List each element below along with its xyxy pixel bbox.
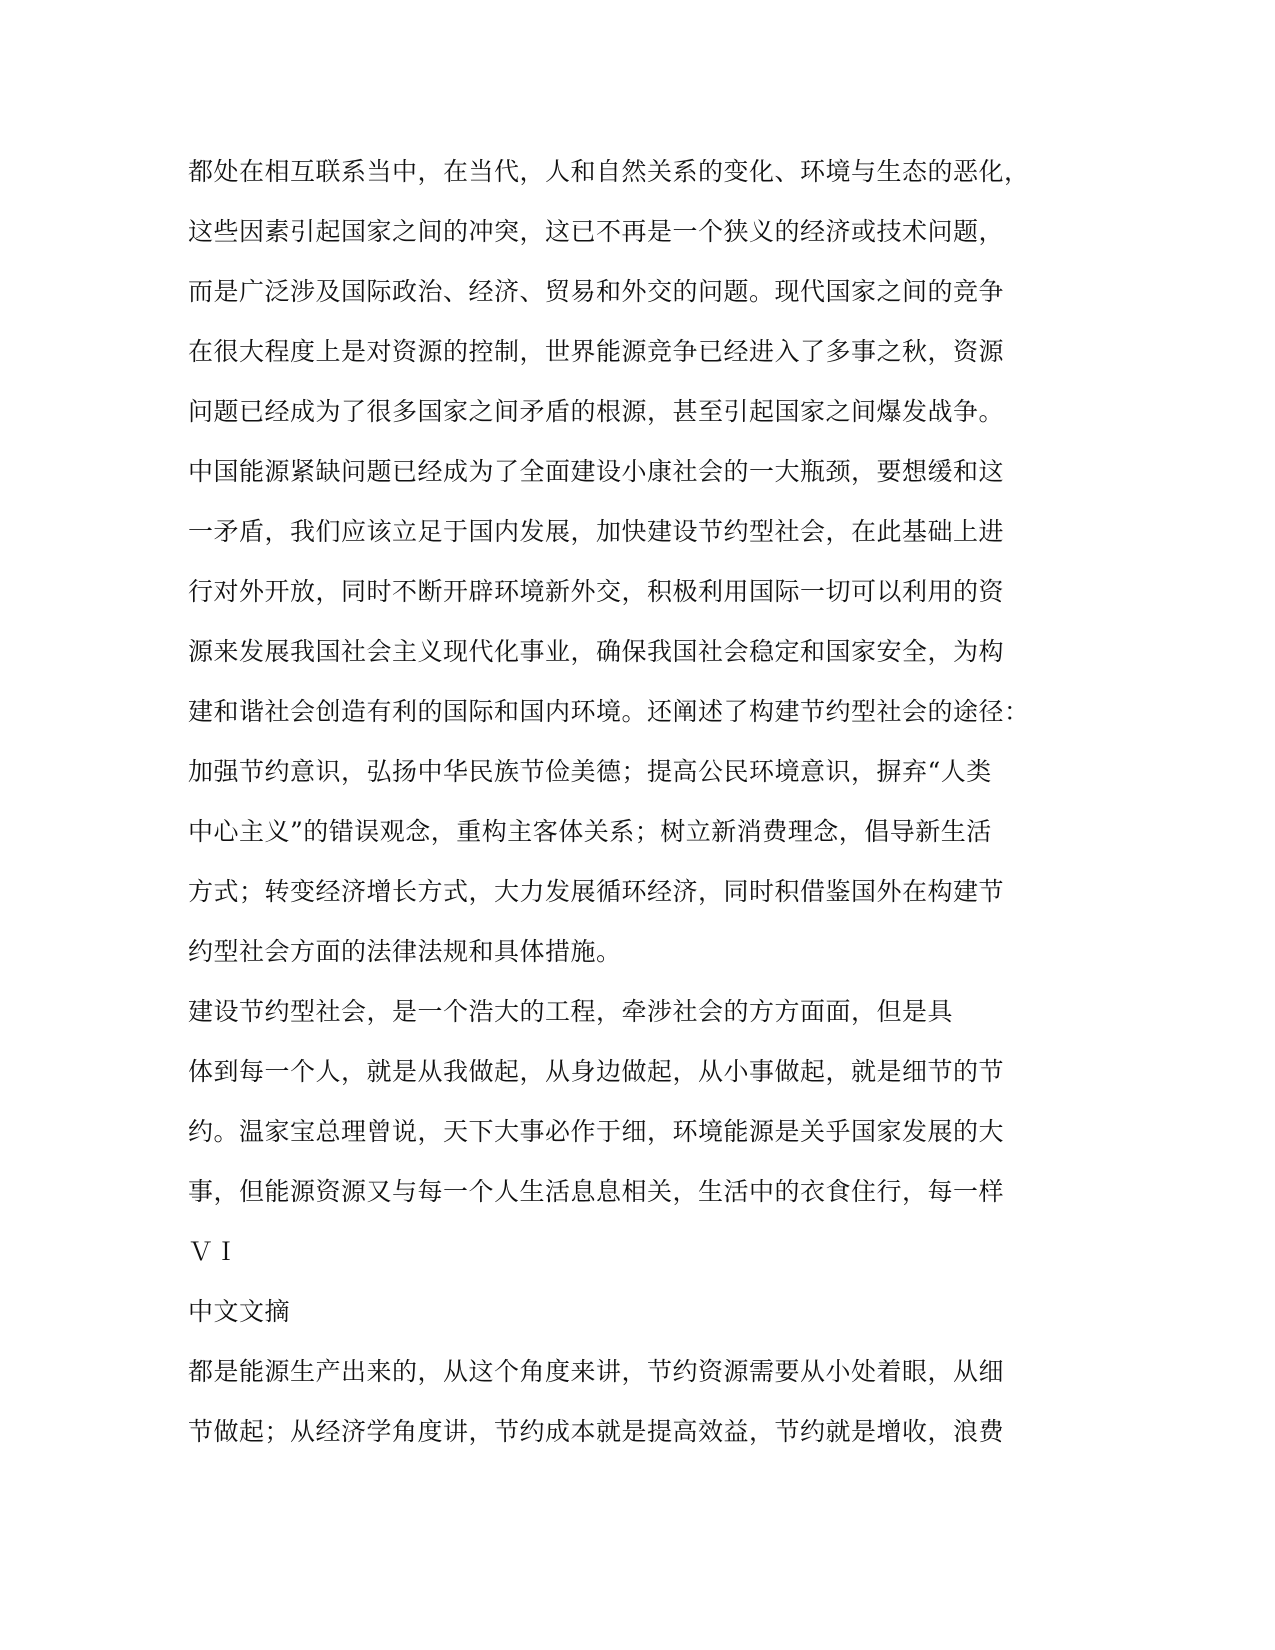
text-line: 行对外开放，同时不断开辟环境新外交，积极利用国际一切可以利用的资 xyxy=(188,577,1005,606)
text-line: 这些因素引起国家之间的冲突，这已不再是一个狭义的经济或技术问题， xyxy=(188,217,1005,246)
page-number: ＶＩ xyxy=(188,1237,240,1266)
text-line: 体到每一个人，就是从我做起，从身边做起，从小事做起，就是细节的节 xyxy=(188,1057,1005,1086)
text-line: 中国能源紧缺问题已经成为了全面建设小康社会的一大瓶颈，要想缓和这 xyxy=(188,457,1005,486)
text-line: 在很大程度上是对资源的控制，世界能源竞争已经进入了多事之秋，资源 xyxy=(188,337,1005,366)
text-line: 节做起；从经济学角度讲，节约成本就是提高效益，节约就是增收，浪费 xyxy=(188,1417,1005,1446)
text-line: 建和谐社会创造有利的国际和国内环境。还阐述了构建节约型社会的途径： xyxy=(188,697,1030,726)
text-line: 中心主义”的错误观念，重构主客体关系；树立新消费理念，倡导新生活 xyxy=(188,817,992,846)
document-body xyxy=(188,142,1030,1462)
text-line: 约型社会方面的法律法规和具体措施。 xyxy=(188,937,622,966)
section-header: 中文文摘 xyxy=(188,1297,291,1326)
text-line: 约。温家宝总理曾说，天下大事必作于细，环境能源是关乎国家发展的大 xyxy=(188,1117,1005,1146)
text-line: 建设节约型社会，是一个浩大的工程，牵涉社会的方方面面，但是具 xyxy=(188,997,954,1026)
text-line: 源来发展我国社会主义现代化事业，确保我国社会稳定和国家安全，为构 xyxy=(188,637,1005,666)
text-line: 方式；转变经济增长方式，大力发展循环经济，同时积借鉴国外在构建节 xyxy=(188,877,1005,906)
text-line: 都处在相互联系当中，在当代，人和自然关系的变化、环境与生态的恶化， xyxy=(188,157,1030,186)
text-line: 而是广泛涉及国际政治、经济、贸易和外交的问题。现代国家之间的竞争 xyxy=(188,277,1005,306)
text-line: 一矛盾，我们应该立足于国内发展，加快建设节约型社会，在此基础上进 xyxy=(188,517,1005,546)
text-line: 事，但能源资源又与每一个人生活息息相关，生活中的衣食住行，每一样 xyxy=(188,1177,1005,1206)
text-line: 加强节约意识，弘扬中华民族节俭美德；提高公民环境意识，摒弃“人类 xyxy=(188,757,992,786)
text-line: 都是能源生产出来的，从这个角度来讲，节约资源需要从小处着眼，从细 xyxy=(188,1357,1005,1386)
text-line: 问题已经成为了很多国家之间矛盾的根源，甚至引起国家之间爆发战争。 xyxy=(188,397,1005,426)
